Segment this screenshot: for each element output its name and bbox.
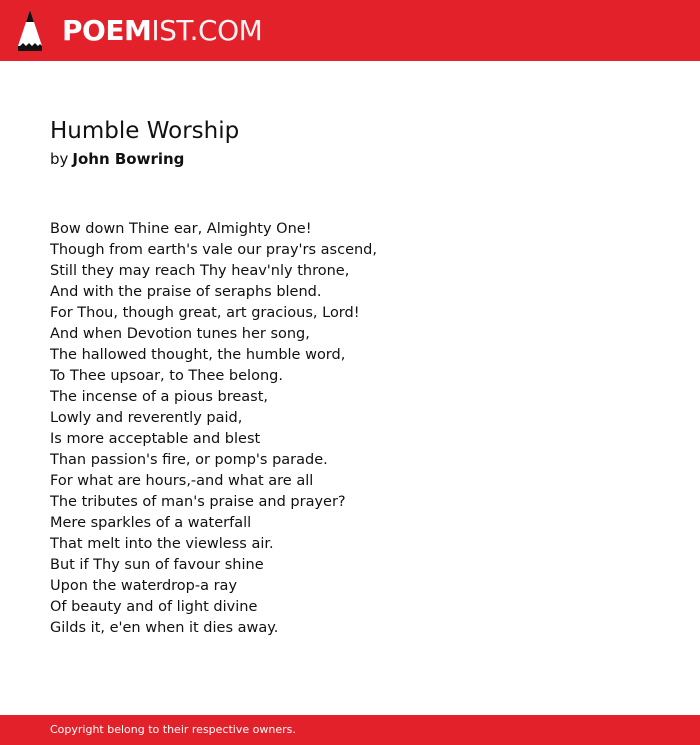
poem-author: John Bowring bbox=[72, 150, 185, 168]
poem-line: Is more acceptable and blest bbox=[50, 431, 261, 447]
poem-lines bbox=[50, 219, 377, 639]
site-footer bbox=[0, 715, 700, 745]
pencil-tip-icon bbox=[18, 10, 42, 51]
poem-line: Still they may reach Thy heav'nly throne, bbox=[50, 263, 350, 279]
poem-line: The hallowed thought, the humble word, bbox=[50, 347, 346, 363]
poem-title: Humble Worship bbox=[50, 118, 240, 144]
poem-byline bbox=[50, 148, 184, 170]
poem-line: Upon the waterdrop-a ray bbox=[50, 578, 238, 594]
poem-line: And when Devotion tunes her song, bbox=[50, 326, 310, 342]
poem-line: Than passion's fire, or pomp's parade. bbox=[50, 452, 328, 468]
poem-line: To Thee upsoar, to Thee belong. bbox=[50, 368, 283, 384]
poem-line: Gilds it, e'en when it dies away. bbox=[50, 620, 279, 636]
site-logo-text bbox=[62, 10, 262, 51]
poem-line: For Thou, though great, art gracious, Lord! bbox=[50, 305, 360, 321]
poem-line: The tributes of man's praise and prayer? bbox=[50, 494, 346, 510]
poem-line: Of beauty and of light divine bbox=[50, 599, 258, 615]
by-label: by bbox=[50, 150, 69, 168]
logo-text-light: IST.COM bbox=[151, 14, 263, 47]
site-header bbox=[0, 0, 700, 61]
copyright-text: Copyright belong to their respective owners. bbox=[50, 723, 296, 736]
poem-line: Though from earth's vale our pray'rs ascend, bbox=[50, 242, 377, 258]
poem-line: That melt into the viewless air. bbox=[50, 536, 274, 552]
poem-line: But if Thy sun of favour shine bbox=[50, 557, 264, 573]
poem-line: For what are hours,-and what are all bbox=[50, 473, 314, 489]
poem-line: And with the praise of seraphs blend. bbox=[50, 284, 322, 300]
poem-line: Mere sparkles of a waterfall bbox=[50, 515, 252, 531]
poem-line: Lowly and reverently paid, bbox=[50, 410, 243, 426]
poem-line: Bow down Thine ear, Almighty One! bbox=[50, 221, 312, 237]
poem-line: The incense of a pious breast, bbox=[50, 389, 269, 405]
site-logo-link[interactable] bbox=[18, 10, 262, 51]
logo-text-bold: POEM bbox=[62, 14, 152, 47]
